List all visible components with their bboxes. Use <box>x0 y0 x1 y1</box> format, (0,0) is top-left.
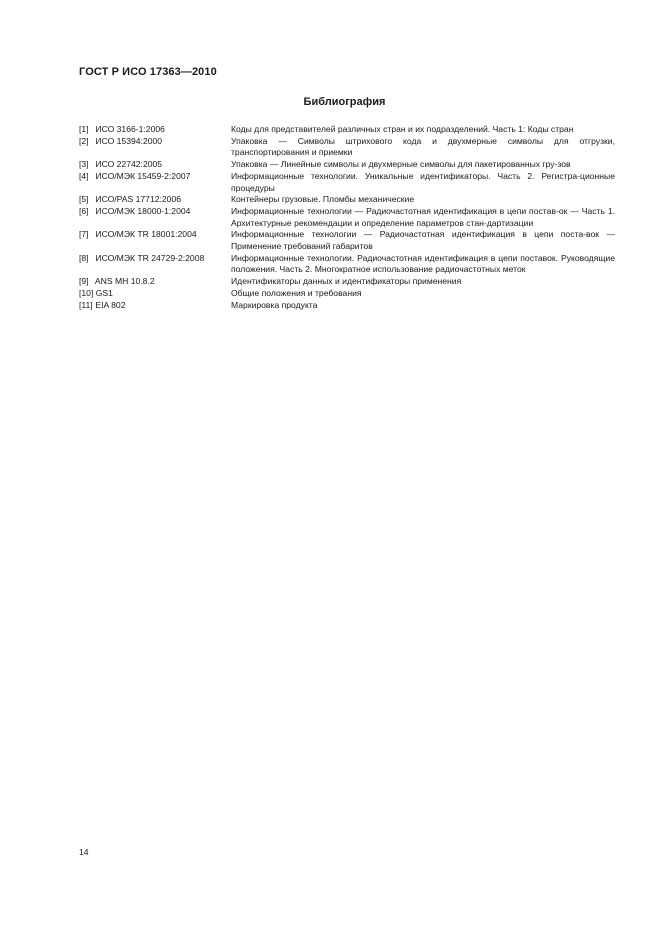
entry-description: Идентификаторы данных и идентификаторы применения <box>231 276 462 287</box>
entry-number: [5] <box>79 194 89 205</box>
bibliography-entry <box>79 159 615 171</box>
entry-number: [2] <box>79 135 89 146</box>
entry-reference: ИСО/МЭК TR 18001:2004 <box>95 229 197 240</box>
entry-number: [3] <box>79 159 89 170</box>
entry-reference: ИСО/МЭК TR 24729-2:2008 <box>95 252 205 263</box>
bibliography-entry <box>79 194 615 206</box>
entry-number: [7] <box>79 229 89 240</box>
entry-number: [4] <box>79 170 89 181</box>
entry-reference: ИСО 22742:2005 <box>95 159 163 170</box>
bibliography-list <box>79 124 615 311</box>
entry-reference: ANS MH 10.8.2 <box>94 276 155 287</box>
section-title: Библиография <box>303 96 386 108</box>
entry-description: Маркировка продукта <box>231 299 318 310</box>
bibliography-entry <box>79 288 615 300</box>
entry-reference: ИСО/PAS 17712:2006 <box>95 194 182 205</box>
bibliography-entry <box>79 124 615 136</box>
entry-reference: GS1 <box>95 287 113 298</box>
entry-description: Информационные технологии — Радиочастотная идентификация в цепи постав-ок — Часть 1. Архитектурные рекомендации и определение параметров стан-дартизации <box>231 205 615 228</box>
entry-description: Упаковка — Символы штрихового кода и двухмерные символы для отгрузки, транспортирования и приемки <box>231 135 615 158</box>
bibliography-entry <box>79 229 615 252</box>
entry-description: Общие положения и требования <box>231 287 362 298</box>
entry-reference: ИСО/МЭК 18000-1:2004 <box>95 205 191 216</box>
entry-description: Информационные технологии — Радиочастотная идентификация в цепи поста-вок — Применение требований габаритов <box>231 229 615 252</box>
bibliography-entry <box>79 300 615 312</box>
entry-reference: ИСО 15394:2000 <box>95 135 163 146</box>
entry-description: Контейнеры грузовые. Пломбы механические <box>231 194 415 205</box>
entry-description: Информационные технологии. Радиочастотная идентификация в цепи поставок. Руководящие положения. Часть 2. Многократное использование радиочастотных меток <box>231 252 615 275</box>
bibliography-entry <box>79 136 615 159</box>
entry-number: [8] <box>79 252 89 263</box>
entry-reference: ИСО 3166-1:2006 <box>95 124 165 134</box>
document-header: ГОСТ Р ИСО 17363—2010 <box>79 66 217 78</box>
entry-number: [1] <box>79 124 89 134</box>
entry-number: [11] <box>79 299 93 310</box>
entry-number: [10] <box>79 287 94 298</box>
entry-reference: EIA 802 <box>95 299 126 310</box>
bibliography-entry <box>79 253 615 276</box>
bibliography-entry <box>79 276 615 288</box>
bibliography-entry <box>79 206 615 229</box>
entry-description: Коды для представителей различных стран и их подразделений. Часть 1: Коды стран <box>231 124 574 134</box>
entry-description: Информационные технологии. Уникальные идентификаторы. Часть 2. Регистра-ционные процедуры <box>231 170 615 193</box>
entry-number: [9] <box>79 276 89 287</box>
page-number: 14 <box>79 847 89 857</box>
entry-reference: ИСО/МЭК 15459-2:2007 <box>95 170 191 181</box>
entry-number: [6] <box>79 205 89 216</box>
entry-description: Упаковка — Линейные символы и двухмерные символы для пакетированных гру-зов <box>231 159 571 170</box>
bibliography-entry <box>79 171 615 194</box>
